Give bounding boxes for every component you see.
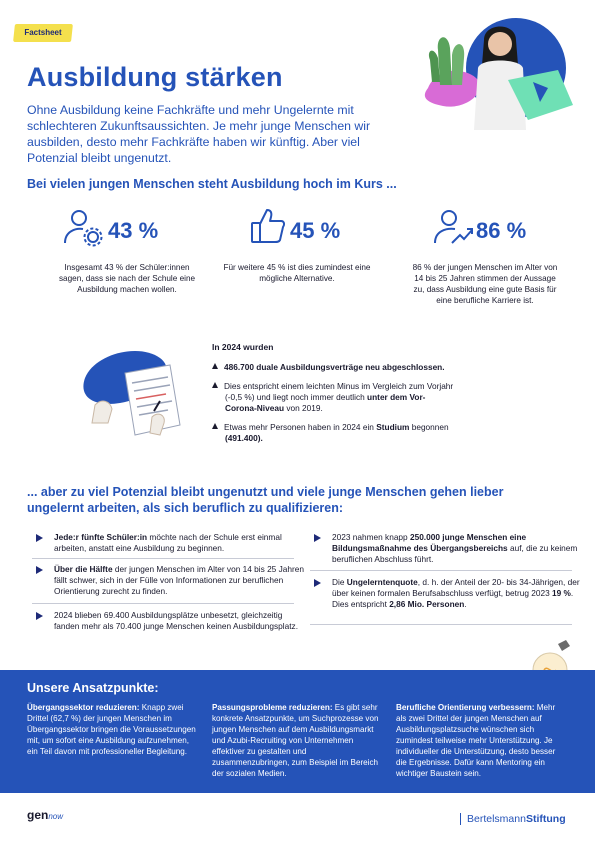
- thumbs-up-icon: [250, 207, 286, 245]
- document-illustration: [80, 343, 190, 443]
- divider: [310, 570, 572, 571]
- bertelsmann-logo: BertelsmannStiftung: [460, 813, 566, 825]
- divider: [32, 603, 294, 604]
- intro-text: Ohne Ausbildung keine Fachkräfte und mehr Ungelernte mit schlechteren Zukunftsaussichten. Je mehr junge Menschen wir ausbilden, desto mehr Fachkräfte haben wir künftig. Aber viel Potenzial bleibt ungenutzt.: [27, 103, 371, 165]
- stat-value-3: 86 %: [476, 218, 527, 243]
- section2-heading-line1: ... aber zu viel Potenzial bleibt ungenutzt und viele junge Menschen gehen lieber: [27, 485, 504, 499]
- hero-cactus: [438, 37, 452, 85]
- arrow-bullet-icon: [314, 579, 321, 587]
- issue-card-4: 2023 nahmen knapp 250.000 junge Menschen eine Bildungsmaßnahme des Übergangsbereichs auf, die zu keinem beruflichen Abschluss führt.: [310, 532, 582, 565]
- stat-desc-1: Insgesamt 43 % der Schüler:innen sagen, dass sie nach der Schule eine Ausbildung machen wollen.: [58, 263, 196, 294]
- year-bullet-3: Etwas mehr Personen haben in 2024 ein Studium begonnen (491.400).: [212, 422, 475, 444]
- issue-card-5: Die Ungelerntenquote, d. h. der Anteil der 20- bis 34-Jährigen, der über keinen formalen Berufsabschluss verfügt, betrug 2023 19 %. Dies entspricht 2,86 Mio. Personen.: [310, 577, 582, 610]
- issue-card-2: Über die Hälfte der jungen Menschen im Alter von 14 bis 25 Jahren fällt schwer, sich in der Fülle von Informationen zur beruflichen Orientierung zurecht zu finden.: [32, 564, 309, 597]
- triangle-bullet-icon: [212, 363, 218, 369]
- triangle-bullet-icon: [212, 382, 218, 388]
- divider: [310, 624, 572, 625]
- year-heading: In 2024 wurden: [212, 342, 274, 352]
- section2-heading-line2: ungelernt arbeiten, als sich beruflich zu qualifizieren:: [27, 501, 344, 515]
- approach-col-3: Berufliche Orientierung verbessern: Mehr als zwei Drittel der jungen Menschen auf Ausbildungsplatzsuche wünschen sich zumindest teilweise mehr Unterstützung. Je individueller die Unterstützung, desto besser die Ergebnisse. Dafür kann Mentoring ein wichtiger Baustein sein.: [396, 703, 556, 778]
- stat-value-2: 45 %: [290, 218, 341, 243]
- section1-heading: Bei vielen jungen Menschen steht Ausbildung hoch im Kurs ...: [27, 177, 397, 191]
- divider: [32, 558, 294, 559]
- issue-card-3: 2024 blieben 69.400 Ausbildungsplätze unbesetzt, gleichzeitig fanden mehr als 70.400 junge Menschen keinen Ausbildungsplatz.: [32, 610, 309, 632]
- person-growth-icon: [432, 207, 474, 247]
- gennow-logo: gennow: [27, 808, 64, 822]
- factsheet-tag: Factsheet: [13, 24, 73, 42]
- stat-value-1: 43 %: [108, 218, 159, 243]
- stat-desc-2: Für weitere 45 % ist dies zumindest eine mögliche Alternative.: [223, 263, 371, 283]
- arrow-bullet-icon: [314, 534, 321, 542]
- arrow-bullet-icon: [36, 612, 43, 620]
- approach-col-1: Übergangssektor reduzieren: Knapp zwei Drittel (62,7 %) der jungen Menschen im Übergangssektor bringen die Voraussetzungen mit, um sofort eine Ausbildung aufzunehmen, ein Teil davon mit professioneller Begleitung.: [27, 703, 196, 756]
- triangle-bullet-icon: [212, 423, 218, 429]
- page-title: Ausbildung stärken: [27, 62, 283, 92]
- approach-col-2: Passungsprobleme reduzieren: Es gibt sehr konkrete Ansatzpunkte, um Suchprozesse von jungen Menschen auf dem Ausbildungsmarkt und Azubi-Recruiting von Unternehmen effektiver zu gestalten und zusammenzubringen, zum Beispiel im Bereich der sozialen Medien.: [212, 703, 379, 778]
- person-gear-icon: [62, 207, 104, 247]
- approach-title: Unsere Ansatzpunkte:: [27, 681, 159, 695]
- year-bullet-2: Dies entspricht einem leichten Minus im Vergleich zum Vorjahr (-0,5 %) und liegt noch immer deutlich unter dem Vor-Corona-Niveau von 2019.: [212, 381, 455, 414]
- arrow-bullet-icon: [36, 534, 43, 542]
- stat-desc-3: 86 % der jungen Menschen im Alter von 14 bis 25 Jahren stimmen der Aussage zu, dass Ausbildung eine gute Basis für eine berufliche Karriere ist.: [412, 263, 558, 305]
- arrow-bullet-icon: [36, 566, 43, 574]
- year-bullet-1: 486.700 duale Ausbildungsverträge neu abgeschlossen.: [212, 362, 452, 373]
- issue-card-1: Jede:r fünfte Schüler:in möchte nach der Schule erst einmal arbeiten, anstatt eine Ausbildung zu beginnen.: [32, 532, 309, 554]
- hero-illustration: [408, 10, 578, 140]
